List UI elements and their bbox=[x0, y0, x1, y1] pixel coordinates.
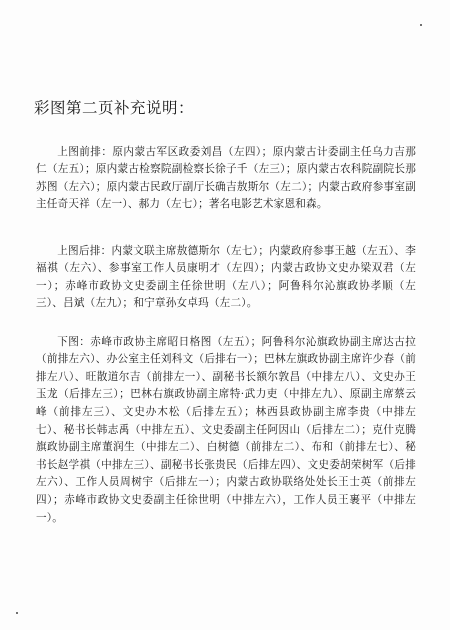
paragraph-bottom-photo: 下图：赤峰市政协主席昭日格图（左五）；阿鲁科尔沁旗政协副主席达古拉（前排左六）、办公室主任刘科文（后排右一）；巴林左旗政协副主席许少春（前排左八）、旺散道尔吉（前排左一）、副秘书长额尔敦昌（中排左八）、文史办王玉龙（后排左三）；巴林右旗政协副主席特·武力吏（中排左九）、原副主席蔡云峰（前排左三）、文史办木松（后排左五）；林西县政协副主席李贵（中排左七）、秘书长韩志禹（中排左五）、文史委副主任阿因山（后排左二）；克什克腾旗政协副主席董润生（中排左二）、白树德（前排左二）、布和（前排左七）、秘书长赵学祺（中排左三）、副秘书长张贵民（后排左四）、文史委胡荣树军（后排左六）、工作人员周树宇（后排左一）；内蒙古政协联络处处长王士英（前排左四）；赤峰市政协文史委副主任徐世明（中排左六），工作人员王裹平（中排左一）。 bbox=[36, 335, 416, 524]
paragraph-top-front-row: 上图前排：原内蒙古军区政委刘昌（左四）；原内蒙古计委副主任乌力吉那仁（左五）；原内蒙古检察院副检察长徐子千（左三）；原内蒙古农科院副院长那苏图（左六）；原内蒙古民政厅副厅长确吉敖斯尔（左二）；内蒙古政府参事室副主任奇天祥（左一）、郝力（左七）；著名电影艺术家恩和森。 bbox=[36, 145, 416, 211]
paragraph-top-back-row: 上图后排：内蒙文联主席敖德斯尔（左七）；内蒙政府参事王越（左五）、李福祺（左六）、参事室工作人员康明才（左四）；内蒙古政协文史办梁双君（左一）；赤峰市政协文史委副主任徐世明（左八）；阿鲁科尔沁旗政协孝顺（左三）、吕斌（左九）；和宁章孙女卓玛（左二）。 bbox=[36, 244, 416, 310]
page-title: 彩图第二页补充说明： bbox=[34, 99, 195, 117]
scan-speck bbox=[420, 24, 422, 26]
scan-speck bbox=[16, 612, 18, 614]
